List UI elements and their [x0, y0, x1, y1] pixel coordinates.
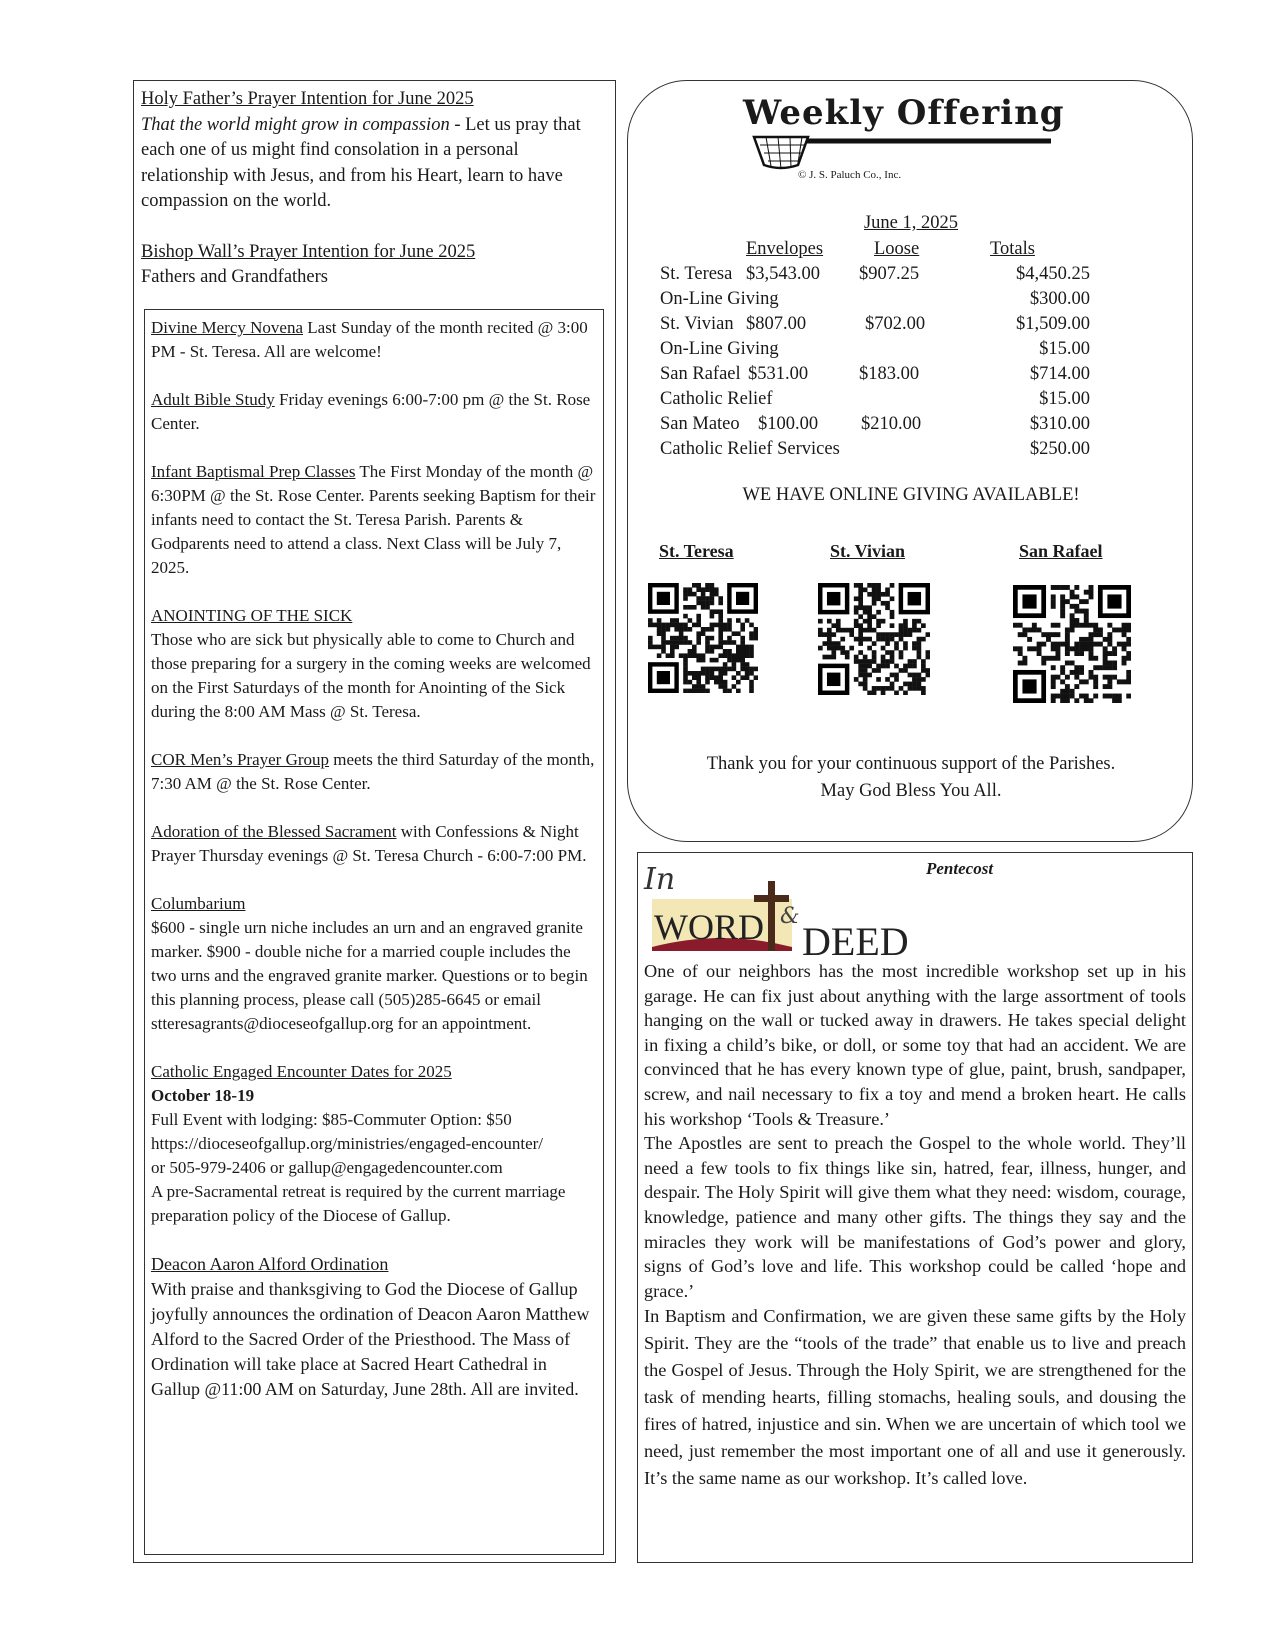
table-row — [660, 437, 1090, 462]
columbarium-text: $600 - single urn niche includes an urn and an engraved granite marker. $900 - double niche for a married couple includes the two urns and the engraved granite marker. Questions or to begin this planning process, please call (505)285-6645 or email stteresagrants@dioceseofgallup.org for an appointment. — [151, 918, 588, 1033]
fishing-net-icon — [746, 133, 1056, 173]
qr-code-st-teresa-icon[interactable] — [648, 583, 758, 693]
offering-table — [660, 237, 1090, 462]
novena-heading: Divine Mercy Novena — [151, 318, 304, 337]
row-total: $15.00 — [1039, 339, 1090, 359]
columbarium-heading: Columbarium — [151, 894, 246, 913]
columbarium-section — [151, 892, 597, 1036]
weekly-offering-box — [627, 80, 1193, 842]
word-and-deed-box — [637, 852, 1193, 1563]
word-and-deed-logo — [642, 859, 932, 957]
logo-in: In — [644, 862, 676, 897]
row-total: $4,450.25 — [1016, 264, 1090, 284]
table-row — [660, 312, 1090, 337]
row-name: San Mateo — [660, 414, 740, 434]
qr-label-san-rafael: San Rafael — [1019, 541, 1103, 561]
logo-deed: DEED — [802, 919, 909, 957]
anointing-heading: ANOINTING OF THE SICK — [151, 606, 353, 625]
thank-you-message — [628, 751, 1194, 805]
article-paragraph-1: One of our neighbors has the most incredible workshop set up in his garage. He can fix just about anything with the large assortment of tools hanging on the wall or tucked away in drawers. He takes special delight in fixing a child’s bike, or doll, or some toy that had an accident. We are convinced that he has every known type of glue, paint, brush, sandpaper, screw, and nail necessary to fix a toy and mend a broken heart. He calls his workshop ‘Tools & Treasure.’ — [644, 961, 1186, 1129]
novena-text: Last Sunday of the month recited @ 3:00 PM - St. Teresa. All are welcome! — [151, 318, 588, 361]
events-box — [144, 309, 604, 1555]
row-name: Catholic Relief — [660, 389, 773, 409]
offering-title: Weekly Offering — [743, 93, 1065, 133]
row-envelopes: $807.00 — [746, 314, 807, 334]
qr-code-san-rafael-icon[interactable] — [1013, 585, 1131, 703]
row-total: $250.00 — [1029, 439, 1090, 459]
adoration-heading: Adoration of the Blessed Sacrament — [151, 822, 397, 841]
table-row — [660, 412, 1090, 437]
baptism-heading: Infant Baptismal Prep Classes — [151, 462, 356, 481]
encounter-note: A pre-Sacramental retreat is required by the current marriage preparation policy of the Diocese of Gallup. — [151, 1182, 566, 1225]
pentecost-title: Pentecost — [926, 859, 994, 878]
anointing-section — [151, 604, 597, 724]
novena-section — [151, 316, 597, 364]
bishop-intention-text: Fathers and Grandfathers — [141, 267, 328, 287]
encounter-link: https://dioceseofgallup.org/ministries/engaged-encounter/ — [151, 1134, 544, 1153]
table-row — [660, 287, 1090, 312]
thanks-line-1: Thank you for your continuous support of the Parishes. — [706, 754, 1116, 774]
row-envelopes: $100.00 — [758, 414, 819, 434]
row-loose: $210.00 — [861, 414, 922, 434]
row-name: St. Vivian — [660, 314, 734, 334]
logo-amp: & — [780, 904, 800, 929]
row-name: San Rafael — [660, 364, 741, 384]
logo-word: WORD — [654, 907, 764, 947]
offering-header-row — [660, 237, 1090, 262]
row-total: $310.00 — [1029, 414, 1090, 434]
bishop-intention-heading: Bishop Wall’s Prayer Intention for June 2025 — [141, 241, 476, 262]
row-total: $1,509.00 — [1016, 314, 1090, 334]
baptism-text: The First Monday of the month @ 6:30PM @ the St. Rose Center. Parents seeking Baptism for their infants need to contact the St. Teresa Parish. Parents & Godparents need to attend a class. Next Class will be July 7, 2025. — [151, 462, 596, 577]
pope-intention-heading: Holy Father’s Prayer Intention for June 2025 — [141, 89, 474, 109]
table-row — [660, 337, 1090, 362]
thanks-line-2: May God Bless You All. — [820, 781, 1002, 801]
ordination-heading: Deacon Aaron Alford Ordination — [151, 1254, 389, 1274]
col-totals: Totals — [990, 239, 1035, 259]
pope-intention-text — [141, 113, 609, 215]
row-envelopes: $3,543.00 — [746, 264, 820, 284]
col-envelopes: Envelopes — [746, 239, 824, 259]
bible-study-section — [151, 388, 597, 436]
word-and-deed-article — [644, 959, 1186, 1492]
qr-code-st-vivian-icon[interactable] — [818, 583, 930, 695]
qr-label-st-teresa: St. Teresa — [659, 541, 734, 561]
row-total: $15.00 — [1039, 389, 1090, 409]
cor-text: meets the third Saturday of the month, 7:30 AM @ the St. Rose Center. — [151, 750, 595, 793]
article-paragraph-3: In Baptism and Confirmation, we are given these same gifts by the Holy Spirit. They are the “tools of the trade” that enable us to live and preach the Gospel of Jesus. Through the Holy Spirit, we are strengthened for the task of mending hearts, filling stomachs, healing souls, and dousing the fires of hatred, injustice and sin. When we are uncertain of which tool we need, just remember the most important one of all and use it generously. It’s the same name as our workshop. It’s called love. — [644, 1306, 1186, 1489]
row-total: $714.00 — [1029, 364, 1090, 384]
row-loose: $183.00 — [859, 364, 920, 384]
cor-section — [151, 748, 597, 796]
table-row — [660, 262, 1090, 287]
bible-study-text: Friday evenings 6:00-7:00 pm @ the St. Rose Center. — [151, 390, 591, 433]
ordination-section — [151, 1252, 597, 1402]
online-giving-notice: WE HAVE ONLINE GIVING AVAILABLE! — [742, 485, 1080, 505]
adoration-section — [151, 820, 597, 868]
pope-intention-body: - Let us pray that each one of us might find consolation in a personal relationship with Jesus, and from his Heart, learn to have compassion on the world. — [141, 114, 581, 211]
encounter-heading: Catholic Engaged Encounter Dates for 2025 — [151, 1062, 452, 1081]
encounter-contact: or 505-979-2406 or gallup@engagedencounter.com — [151, 1158, 503, 1177]
adoration-text: with Confessions & Night Prayer Thursday evenings @ St. Teresa Church - 6:00-7:00 PM. — [151, 822, 587, 865]
bible-study-heading: Adult Bible Study — [151, 390, 275, 409]
row-loose: $907.25 — [859, 264, 920, 284]
cor-heading: COR Men’s Prayer Group — [151, 750, 330, 769]
row-name: St. Teresa — [660, 264, 733, 284]
table-row — [660, 362, 1090, 387]
row-name: On-Line Giving — [660, 339, 779, 359]
row-name: On-Line Giving — [660, 289, 779, 309]
anointing-text: Those who are sick but physically able to come to Church and those preparing for a surgery in the coming weeks are welcomed on the First Saturdays of the month for Anointing of the Sick during the 8:00 AM Mass @ St. Teresa. — [151, 630, 591, 721]
row-envelopes: $531.00 — [748, 364, 809, 384]
offering-date: June 1, 2025 — [863, 213, 959, 233]
encounter-line1: Full Event with lodging: $85-Commuter Option: $50 — [151, 1110, 512, 1129]
row-total: $300.00 — [1029, 289, 1090, 309]
left-column-box — [133, 80, 616, 1563]
ordination-text: With praise and thanksgiving to God the Diocese of Gallup joyfully announces the ordination of Deacon Aaron Matthew Alford to the Sacred Order of the Priesthood. The Mass of Ordination will take place at Sacred Heart Cathedral in Gallup @11:00 AM on Saturday, June 28th. All are invited. — [151, 1279, 590, 1399]
row-loose: $702.00 — [865, 314, 926, 334]
encounter-section — [151, 1060, 597, 1228]
qr-label-st-vivian: St. Vivian — [830, 541, 906, 561]
copyright-text: © J. S. Paluch Co., Inc. — [798, 169, 902, 181]
article-paragraph-2: The Apostles are sent to preach the Gospel to the whole world. They’ll need a few tools to fix things like sin, hatred, fear, illness, hunger, and despair. The Holy Spirit will give them what they need: wisdom, courage, knowledge, patience and many other gifts. The things they say and the miracles they work will be manifestations of God’s power and glory, signs of God’s love and life. This workshop could be called ‘hope and grace.’ — [644, 1133, 1186, 1301]
row-name: Catholic Relief Services — [660, 439, 840, 459]
cross-icon — [768, 881, 775, 951]
pope-intention-italic: That the world might grow in compassion — [141, 114, 450, 135]
col-loose: Loose — [874, 239, 920, 259]
baptism-section — [151, 460, 597, 580]
table-row — [660, 387, 1090, 412]
prayer-intentions — [141, 87, 609, 291]
encounter-date: October 18-19 — [151, 1086, 255, 1105]
